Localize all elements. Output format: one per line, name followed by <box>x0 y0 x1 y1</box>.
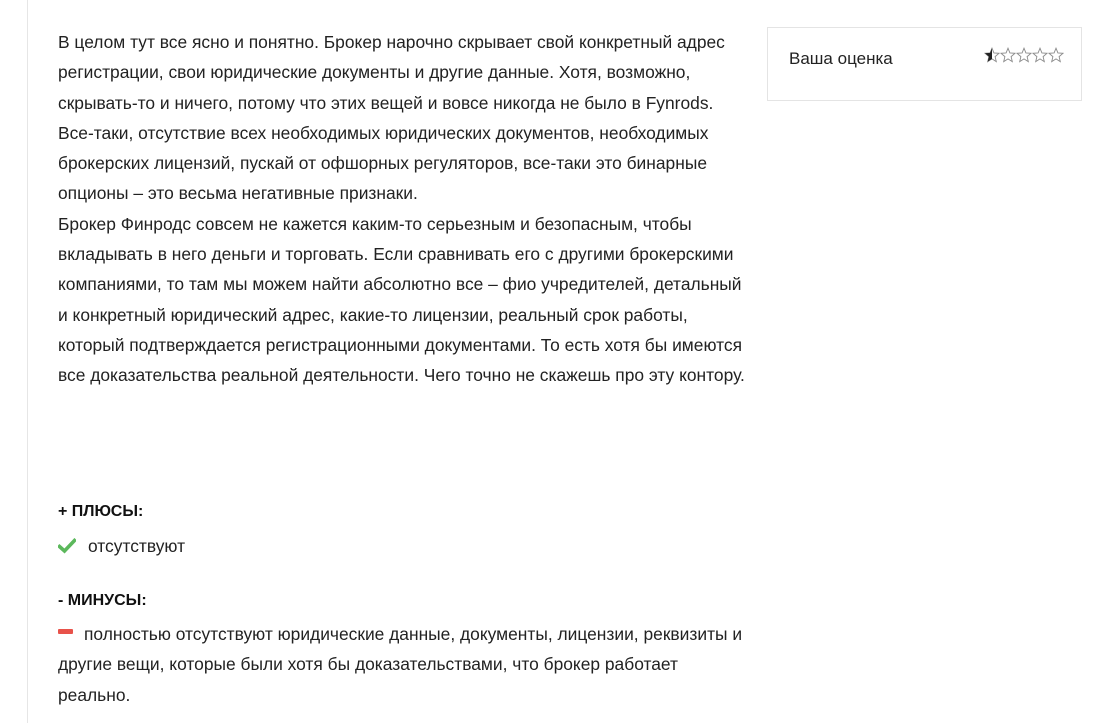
article-paragraph-2: Брокер Финродс совсем не кажется каким-то серьезным и безопасным, чтобы вкладывать в него деньги и торговать. Если сравнивать его с другими брокерскими компаниями, то там мы можем найти абсолютно все – фио учредителей, детальный и конкретный юридический адрес, какие-то лицензии, реальный срок работы, который подтверждается регистрационными документами. То есть хотя бы имеются все доказательства реальной деятельности. Чего точно не скажешь про эту контору. <box>58 213 745 386</box>
rating-star-icon[interactable] <box>1016 47 1032 63</box>
check-icon <box>58 538 76 554</box>
pros-item <box>58 531 748 561</box>
cons-item-text: полностью отсутствуют юридические данные, документы, лицензии, реквизиты и другие вещи, которые были хотя бы доказательствами, что брокер работает реально. <box>58 624 743 705</box>
minus-icon <box>58 629 73 634</box>
cons-title: - МИНУСЫ: <box>58 592 147 609</box>
rating-star-icon[interactable] <box>1000 47 1016 63</box>
cons-item <box>58 619 748 710</box>
pros-item-text: отсутствуют <box>88 536 186 556</box>
rating-star-icon[interactable] <box>1032 47 1048 63</box>
rating-star-icon[interactable] <box>1048 47 1064 63</box>
article-paragraph-1: В целом тут все ясно и понятно. Брокер нарочно скрывает свой конкретный адрес регистрации, свои юридические документы и другие данные. Хотя, возможно, скрывать-то и ничего, потому что этих вещей и вовсе никогда не было в Fynrods. Все-таки, отсутствие всех необходимых юридических документов, необходимых брокерских лицензий, пускай от офшорных регуляторов, все-таки это бинарные опционы – это весьма негативные признаки. <box>58 32 725 204</box>
rating-widget <box>767 27 1082 101</box>
pros-title: + ПЛЮСЫ: <box>58 503 144 520</box>
rating-star-icon[interactable] <box>984 47 1000 63</box>
rating-stars[interactable] <box>984 47 1064 63</box>
left-divider <box>27 0 28 723</box>
review-article <box>58 27 748 391</box>
rating-label: Ваша оценка <box>789 49 893 68</box>
